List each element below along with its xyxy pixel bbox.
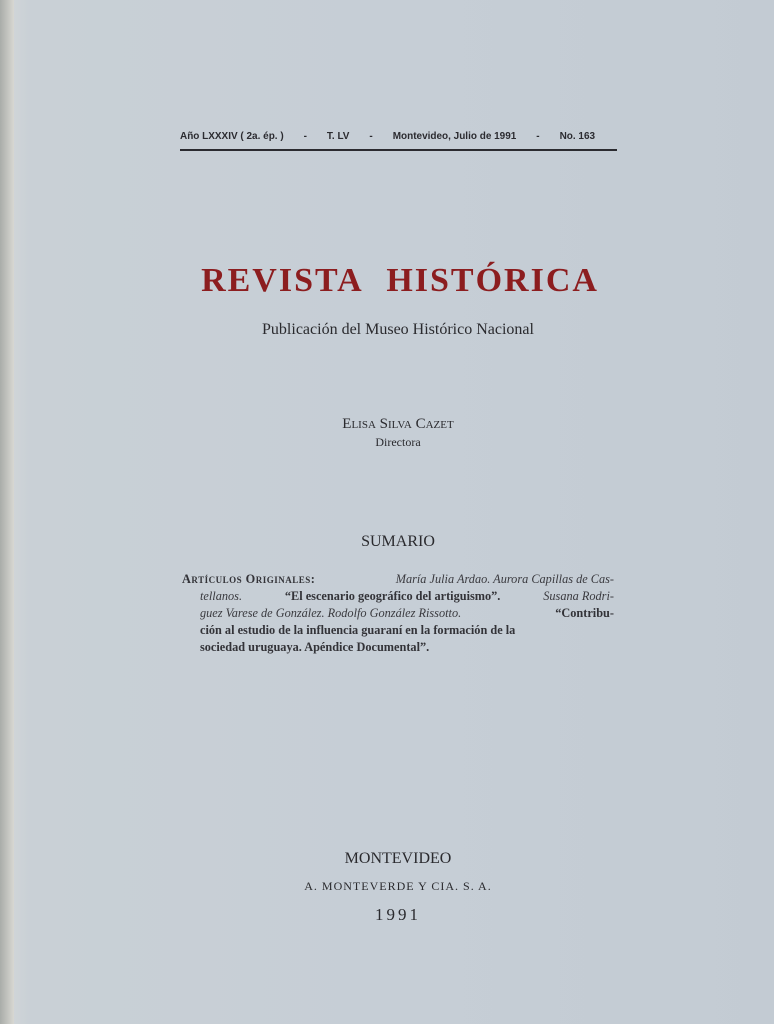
separator: - bbox=[536, 130, 540, 142]
sumario-text-segment: Susana Rodri- bbox=[540, 589, 614, 603]
imprint-publisher: A. MONTEVERDE Y CIA. S. A. bbox=[304, 879, 492, 893]
sumario-text-segment: tellanos. bbox=[200, 589, 243, 603]
sumario-text-segment: ción al estudio de la influencia guaraní en la formación de la bbox=[200, 623, 516, 637]
sumario-heading: SUMARIO bbox=[361, 533, 435, 550]
journal-title: REVISTA HISTÓRICA bbox=[201, 262, 599, 299]
sumario-line bbox=[182, 605, 614, 622]
sumario-line bbox=[182, 588, 614, 605]
sumario-line bbox=[182, 622, 614, 639]
issue-tome: T. LV bbox=[326, 130, 350, 142]
sumario-text-segment: Artículos Originales: bbox=[182, 572, 316, 586]
director-name: Elisa Silva Cazet bbox=[342, 416, 454, 432]
imprint-city: MONTEVIDEO bbox=[344, 850, 452, 867]
header-rule bbox=[180, 149, 617, 151]
separator: - bbox=[369, 130, 373, 142]
issue-year: Año LXXXIV ( 2a. ép. ) bbox=[180, 130, 284, 142]
separator: - bbox=[303, 130, 307, 142]
issue-place-date: Montevideo, Julio de 1991 bbox=[392, 130, 517, 142]
sumario-text-segment: sociedad uruguaya. Apéndice Documental”. bbox=[200, 640, 430, 654]
journal-subtitle: Publicación del Museo Histórico Nacional bbox=[262, 321, 534, 338]
issue-number: No. 163 bbox=[559, 130, 596, 142]
director-role: Directora bbox=[375, 435, 421, 449]
sumario-line bbox=[182, 571, 614, 588]
imprint-year: 1991 bbox=[375, 905, 421, 924]
sumario-line bbox=[182, 639, 614, 656]
book-spine-edge bbox=[0, 0, 14, 1024]
issue-header bbox=[180, 130, 595, 142]
sumario-body bbox=[182, 571, 614, 656]
sumario-text-segment: “Contribu- bbox=[552, 606, 614, 620]
sumario-text-segment: “El escenario geográfico del artiguismo”. bbox=[281, 589, 501, 603]
sumario-text-segment: guez Varese de González. Rodolfo González Rissotto. bbox=[200, 606, 462, 620]
sumario-text-segment: María Julia Ardao. Aurora Capillas de Cas- bbox=[392, 572, 614, 586]
